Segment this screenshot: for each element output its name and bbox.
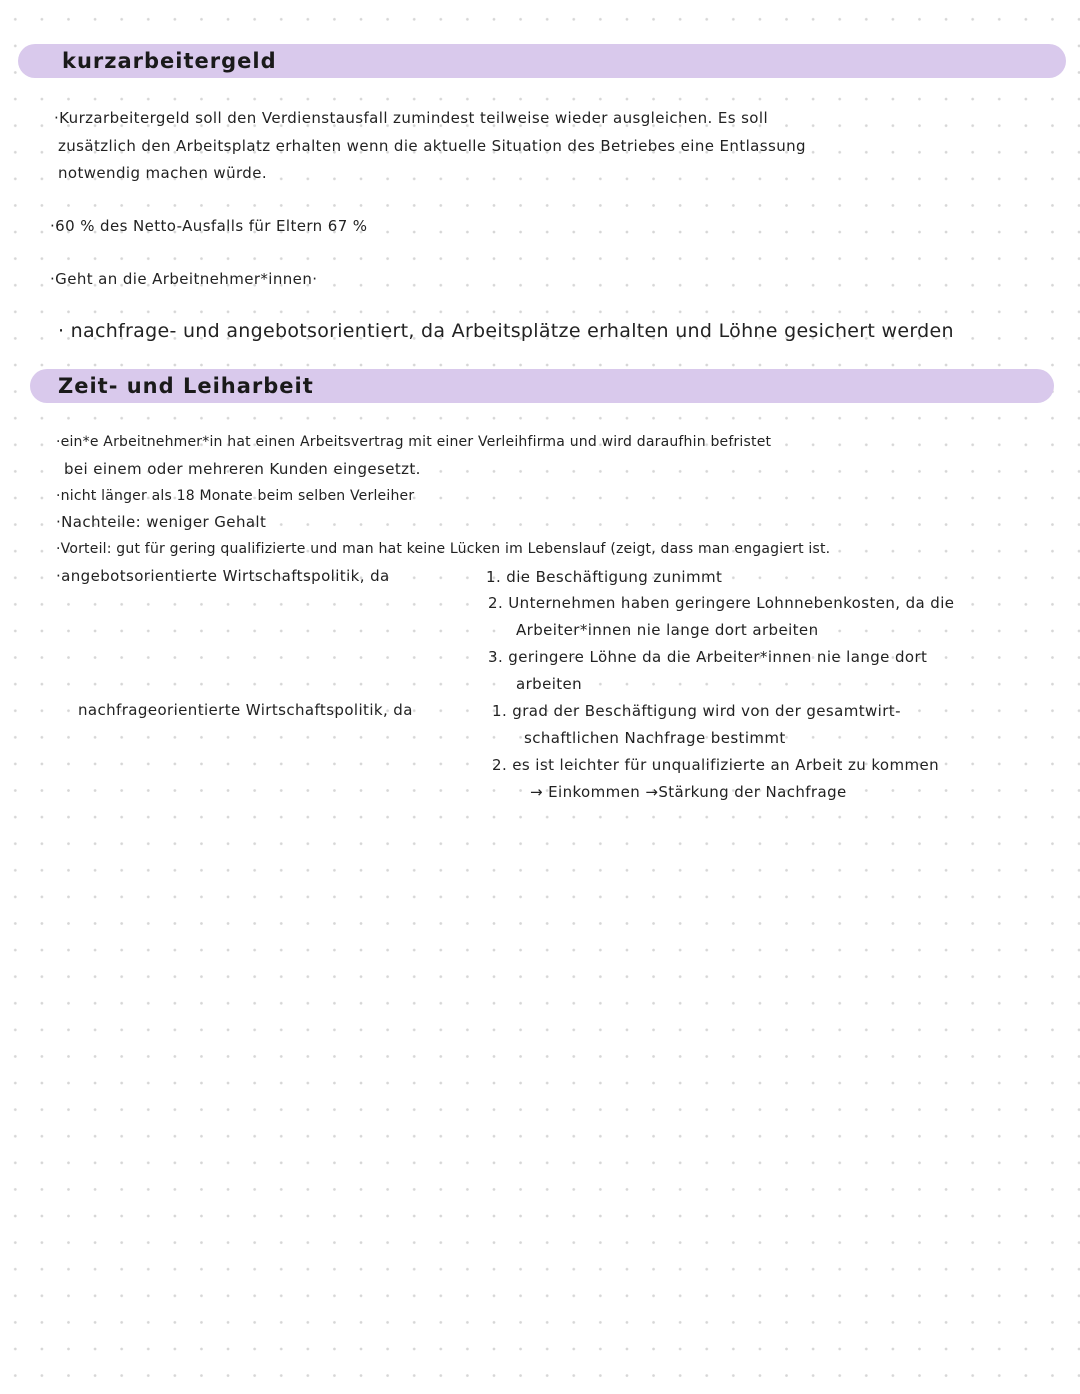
list-item: schaftlichen Nachfrage bestimmt <box>524 729 786 747</box>
section-title-zeit-und-leiharbeit: Zeit- und Leiharbeit <box>58 374 314 398</box>
text-line: ·Nachteile: weniger Gehalt <box>56 513 267 531</box>
text-line: ·Geht an die Arbeitnehmer*innen· <box>50 270 318 288</box>
list-item: → Einkommen →Stärkung der Nachfrage <box>530 783 847 801</box>
text-line: ·60 % des Netto-Ausfalls für Eltern 67 % <box>50 217 368 235</box>
text-line: · nachfrage- und angebotsorientiert, da Arbeitsplätze erhalten und Löhne gesichert werden <box>58 320 954 342</box>
list-item: 2. Unternehmen haben geringere Lohnnebenkosten, da die <box>488 594 955 612</box>
list-item: 1. die Beschäftigung zunimmt <box>486 568 723 586</box>
text-line: ·nicht länger als 18 Monate beim selben Verleiher <box>56 488 415 504</box>
list-item: 3. geringere Löhne da die Arbeiter*innen nie lange dort <box>488 648 928 666</box>
text-line: nachfrageorientierte Wirtschaftspolitik, da <box>78 701 413 719</box>
text-line: ·Vorteil: gut für gering qualifizierte und man hat keine Lücken im Lebenslauf (zeigt, dass man engagiert ist. <box>56 541 831 557</box>
list-item: 2. es ist leichter für unqualifizierte an Arbeit zu kommen <box>492 756 940 774</box>
list-item: 1. grad der Beschäftigung wird von der gesamtwirt- <box>492 702 901 720</box>
section-title-kurzarbeitergeld: kurzarbeitergeld <box>62 49 277 73</box>
list-item: arbeiten <box>516 675 583 693</box>
text-line: ·ein*e Arbeitnehmer*in hat einen Arbeitsvertrag mit einer Verleihfirma und wird daraufhin befristet <box>56 434 772 450</box>
text-line: ·Kurzarbeitergeld soll den Verdienstausfall zumindest teilweise wieder ausgleichen. Es soll <box>54 109 769 127</box>
text-line: zusätzlich den Arbeitsplatz erhalten wenn die aktuelle Situation des Betriebes eine Entlassung <box>58 137 806 155</box>
text-line: ·angebotsorientierte Wirtschaftspolitik, da <box>56 567 390 585</box>
text-line: bei einem oder mehreren Kunden eingesetzt. <box>64 460 421 478</box>
list-item: Arbeiter*innen nie lange dort arbeiten <box>516 621 819 639</box>
text-line: notwendig machen würde. <box>58 164 268 182</box>
